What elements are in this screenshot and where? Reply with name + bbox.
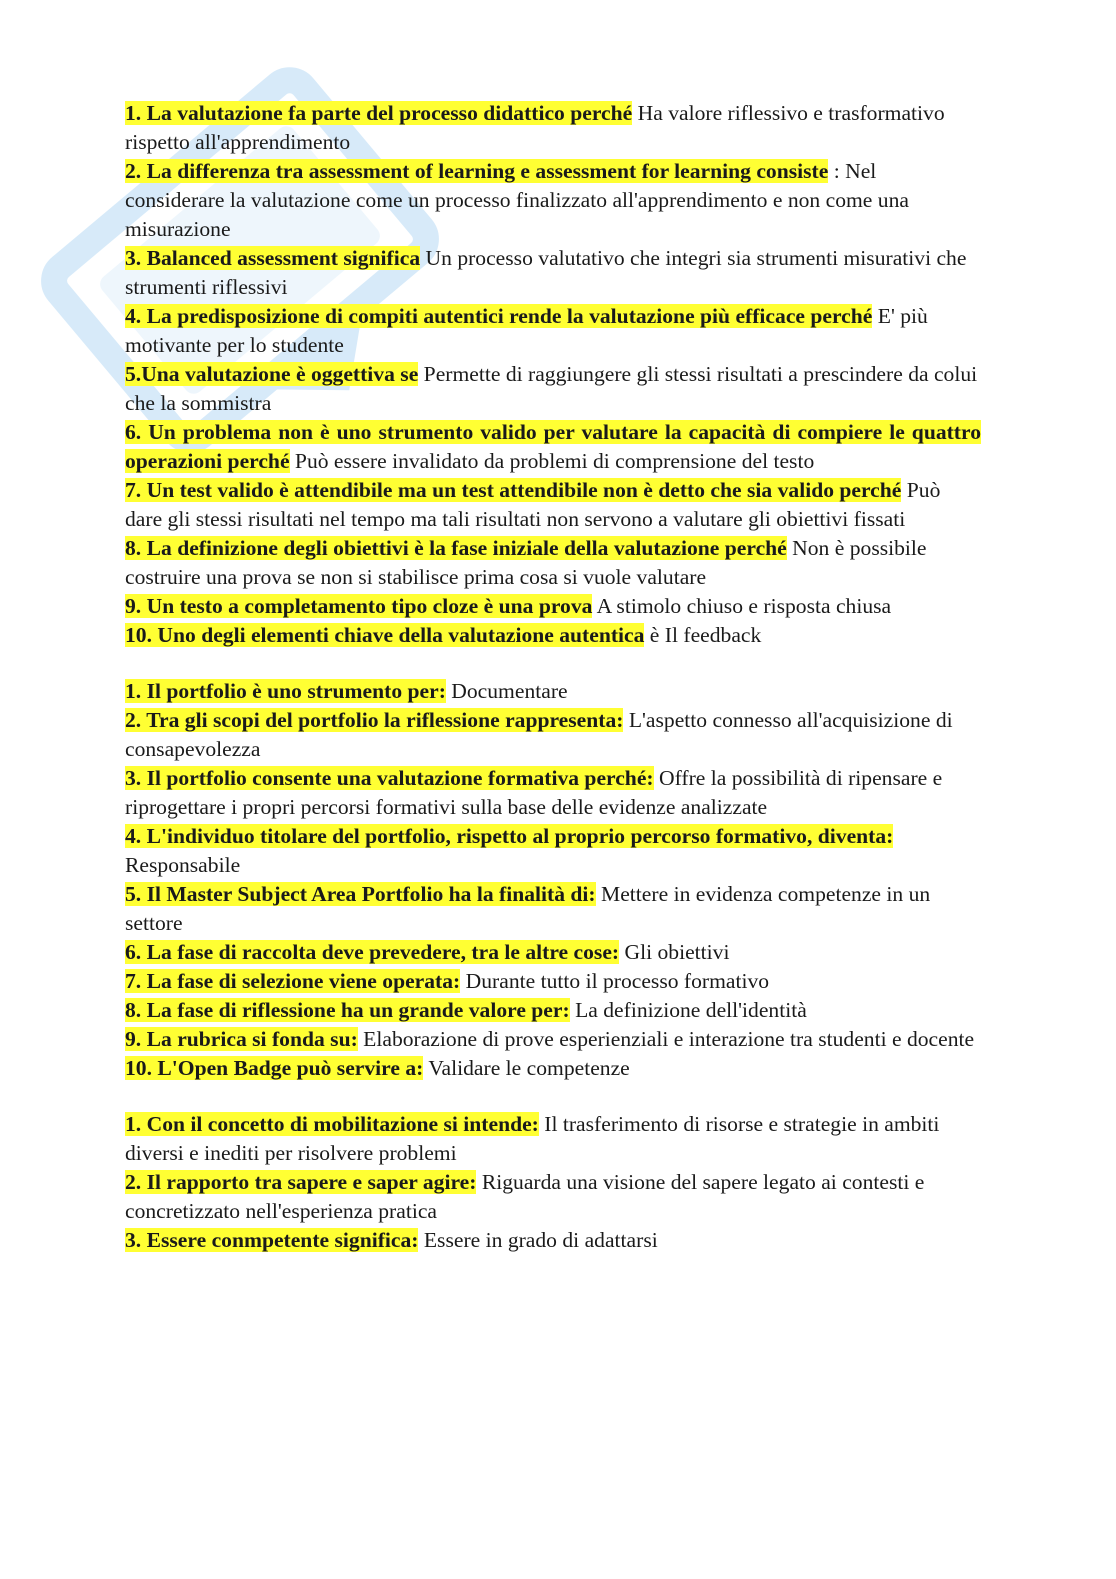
qa-item — [125, 157, 981, 244]
question-text: 3. Balanced assessment significa — [125, 246, 421, 270]
answer-text: A stimolo chiuso e risposta chiusa — [592, 594, 892, 618]
answer-text: Mettere in evidenza competenze in un settore — [125, 882, 931, 935]
question-text: 7. La fase di selezione viene operata: — [125, 969, 461, 993]
question-text: 5. Il Master Subject Area Portfolio ha la finalità di: — [125, 882, 596, 906]
qa-item — [125, 677, 981, 706]
question-text: 9. La rubrica si fonda su: — [125, 1027, 358, 1051]
qa-item — [125, 99, 981, 157]
question-text: 8. La definizione degli obiettivi è la fase iniziale della valutazione perché — [125, 536, 787, 560]
answer-text: La definizione dell'identità — [569, 998, 807, 1022]
qa-item — [125, 244, 981, 302]
question-text: 7. Un test valido è attendibile ma un test attendibile non è detto che sia valido perché — [125, 478, 902, 502]
qa-item — [125, 1168, 981, 1226]
answer-text: Non è possibile costruire una prova se non si stabilisce prima cosa si vuole valutare — [125, 536, 927, 589]
question-text: 10. L'Open Badge può servire a: — [125, 1056, 424, 1080]
section-spacer — [125, 1083, 981, 1110]
qa-item — [125, 302, 981, 360]
question-text: 4. L'individuo titolare del portfolio, rispetto al proprio percorso formativo, diventa: — [125, 824, 894, 848]
qa-item — [125, 967, 981, 996]
qa-item — [125, 418, 981, 476]
question-text: 10. Uno degli elementi chiave della valutazione autentica — [125, 623, 645, 647]
qa-item — [125, 621, 981, 650]
question-text: 9. Un testo a completamento tipo cloze è una prova — [125, 594, 593, 618]
answer-text: Validare le competenze — [423, 1056, 630, 1080]
qa-item — [125, 1054, 981, 1083]
answer-text: Può dare gli stessi risultati nel tempo ma tali risultati non servono a valutare gli obiettivi fissati — [125, 478, 941, 531]
question-text: 8. La fase di riflessione ha un grande valore per: — [125, 998, 570, 1022]
question-text: 2. Il rapporto tra sapere e saper agire: — [125, 1170, 477, 1194]
question-text: 3. Il portfolio consente una valutazione formativa perché: — [125, 766, 654, 790]
question-text: 1. Con il concetto di mobilitazione si intende: — [125, 1112, 539, 1136]
answer-text: Ha valore riflessivo e trasformativo rispetto all'apprendimento — [125, 101, 945, 154]
question-text: 1. Il portfolio è uno strumento per: — [125, 679, 446, 703]
question-text: 2. La differenza tra assessment of learning e assessment for learning consiste — [125, 159, 829, 183]
answer-text: Essere in grado di adattarsi — [418, 1228, 658, 1252]
qa-item — [125, 996, 981, 1025]
qa-item — [125, 880, 981, 938]
qa-item — [125, 1226, 981, 1255]
section-spacer — [125, 650, 981, 677]
answer-text: E' più motivante per lo studente — [125, 304, 928, 357]
question-text: 5.Una valutazione è oggettiva se — [125, 362, 419, 386]
question-text: 2. Tra gli scopi del portfolio la riflessione rappresenta: — [125, 708, 624, 732]
answer-text: è Il feedback — [644, 623, 762, 647]
answer-text: Offre la possibilità di ripensare e riprogettare i propri percorsi formativi sulla base delle evidenze analizzate — [125, 766, 943, 819]
qa-item — [125, 938, 981, 967]
answer-text: Può essere invalidato da problemi di comprensione del testo — [289, 449, 815, 473]
answer-text: Il trasferimento di risorse e strategie in ambiti diversi e inediti per risolvere problemi — [125, 1112, 940, 1165]
answer-text: Elaborazione di prove esperienziali e interazione tra studenti e docente — [357, 1027, 975, 1051]
question-text: 1. La valutazione fa parte del processo didattico perché — [125, 101, 633, 125]
question-text: 4. La predisposizione di compiti autentici rende la valutazione più efficace perché — [125, 304, 873, 328]
qa-item — [125, 476, 981, 534]
qa-item — [125, 706, 981, 764]
question-text: 3. Essere conmpetente significa: — [125, 1228, 419, 1252]
qa-item — [125, 592, 981, 621]
answer-text: Gli obiettivi — [619, 940, 730, 964]
answer-text: Durante tutto il processo formativo — [460, 969, 770, 993]
qa-item — [125, 764, 981, 822]
question-text: 6. La fase di raccolta deve prevedere, tra le altre cose: — [125, 940, 620, 964]
question-text: 6. Un problema non è uno strumento valido per valutare la capacità di compiere le quattro operazioni perché — [125, 420, 981, 473]
answer-text: L'aspetto connesso all'acquisizione di consapevolezza — [125, 708, 953, 761]
qa-item — [125, 1025, 981, 1054]
answer-text: Permette di raggiungere gli stessi risultati a prescindere da colui che la sommistra — [125, 362, 978, 415]
qa-item — [125, 360, 981, 418]
qa-item — [125, 534, 981, 592]
answer-text: Responsabile — [125, 853, 241, 877]
qa-item — [125, 1110, 981, 1168]
answer-text: Riguarda una visione del sapere legato ai contesti e concretizzato nell'esperienza pratica — [125, 1170, 925, 1223]
answer-text: Documentare — [445, 679, 568, 703]
answer-text: Un processo valutativo che integri sia strumenti misurativi che strumenti riflessivi — [125, 246, 967, 299]
answer-text: : Nel considerare la valutazione come un processo finalizzato all'apprendimento e non come una misurazione — [125, 159, 909, 241]
qa-item — [125, 822, 981, 880]
qa-list — [125, 99, 981, 1255]
